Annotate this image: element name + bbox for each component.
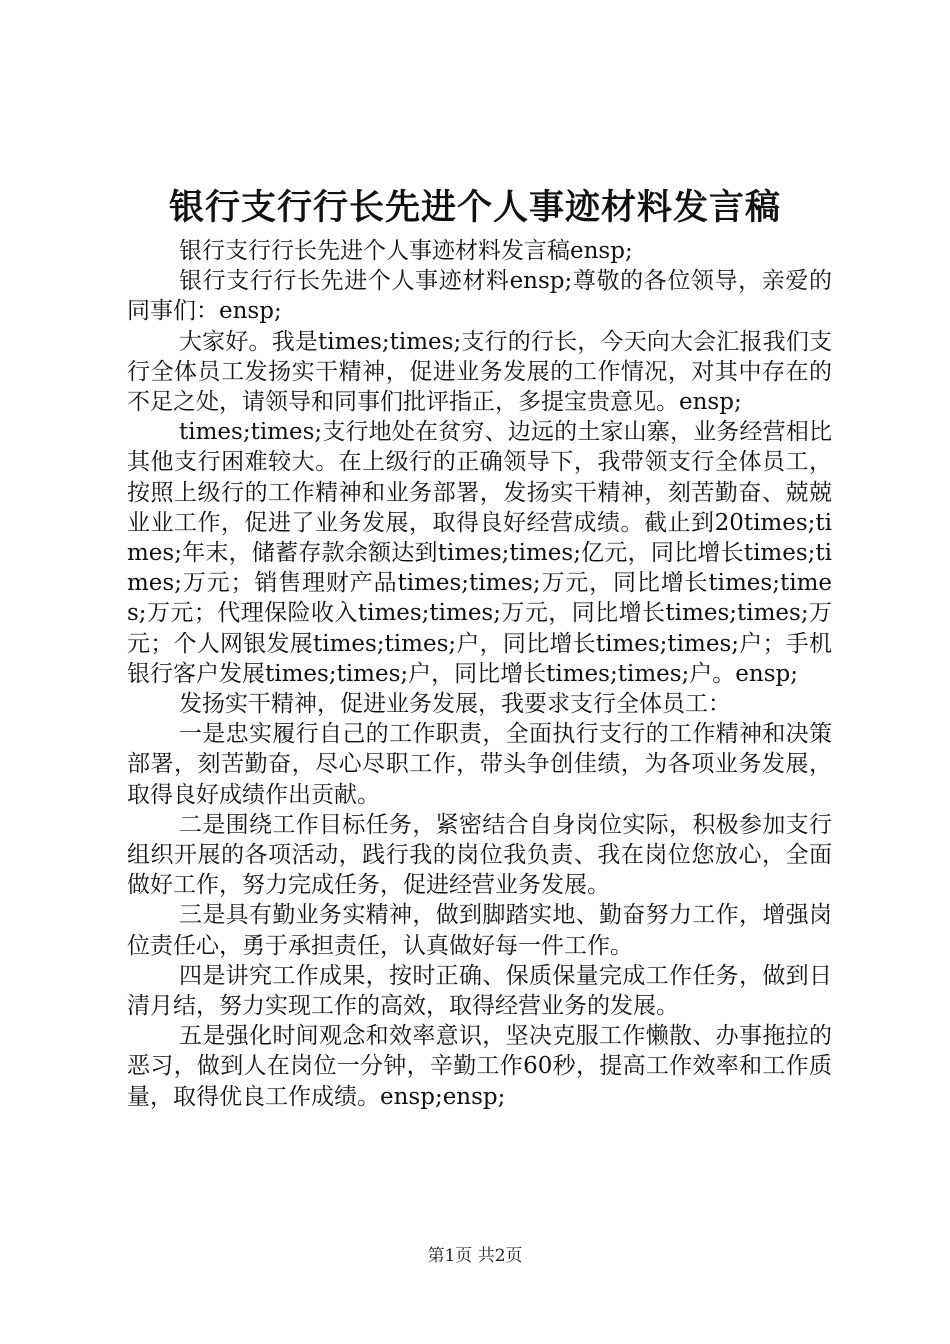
paragraph: 二是围绕工作目标任务，紧密结合自身岗位实际，积极参加支行组织开展的各项活动，践行我的岗位我负责、我在岗位您放心，全面做好工作，努力完成任务，促进经营业务发展。 (127, 811, 832, 899)
paragraph: 一是忠实履行自己的工作职责，全面执行支行的工作精神和决策部署，刻苦勤奋，尽心尽职工作，带头争创佳绩，为各项业务发展，取得良好成绩作出贡献。 (127, 721, 832, 808)
paragraph: 银行支行行长先进个人事迹材料ensp;尊敬的各位领导，亲爱的同事们：ensp; (127, 268, 832, 325)
paragraph: 三是具有勤业务实精神，做到脚踏实地、勤奋努力工作，增强岗位责任心，勇于承担责任，认真做好每一件工作。 (127, 902, 832, 959)
paragraph: 四是讲究工作成果，按时正确、保质保量完成工作任务，做到日清月结，努力实现工作的高效，取得经营业务的发展。 (127, 962, 832, 1020)
paragraph: 大家好。我是times;times;支行的行长，今天向大会汇报我们支行全体员工发扬实干精神，促进业务发展的工作情况，对其中存在的不足之处，请领导和同事们批评指正，多提宝贵意见。ensp; (127, 328, 832, 416)
document-title: 银行支行行长先进个人事迹材料发言稿 (168, 187, 781, 228)
document-body (127, 236, 832, 1112)
paragraph: 银行支行行长先进个人事迹材料发言稿ensp; (179, 238, 633, 264)
paragraph: 五是强化时间观念和效率意识，坚决克服工作懒散、办事拖拉的恶习，做到人在岗位一分钟，辛勤工作60秒，提高工作效率和工作质量，取得优良工作成绩。ensp;ensp; (127, 1023, 832, 1110)
paragraph: 发扬实干精神，促进业务发展，我要求支行全体员工： (179, 691, 731, 718)
page-footer: 第1页 共2页 (427, 1246, 523, 1266)
paragraph: times;times;支行地处在贫穷、边远的土家山寨，业务经营相比其他支行困难较大。在上级行的正确领导下，我带领支行全体员工，按照上级行的工作精神和业务部署，发扬实干精神，刻苦勤奋、兢兢业业工作，促进了业务发展，取得良好经营成绩。截止到20times;times;年末，储蓄存款余额达到times;times;亿元，同比增长times;times;万元；销售理财产品times;times;万元，同比增长times;times;万元；代理保险收入times;times;万元，同比增长times;times;万元；个人网银发展times;times;户，同比增长times;times;户；手机银行客户发展times;times;户，同比增长times;times;户。ensp; (127, 419, 832, 687)
